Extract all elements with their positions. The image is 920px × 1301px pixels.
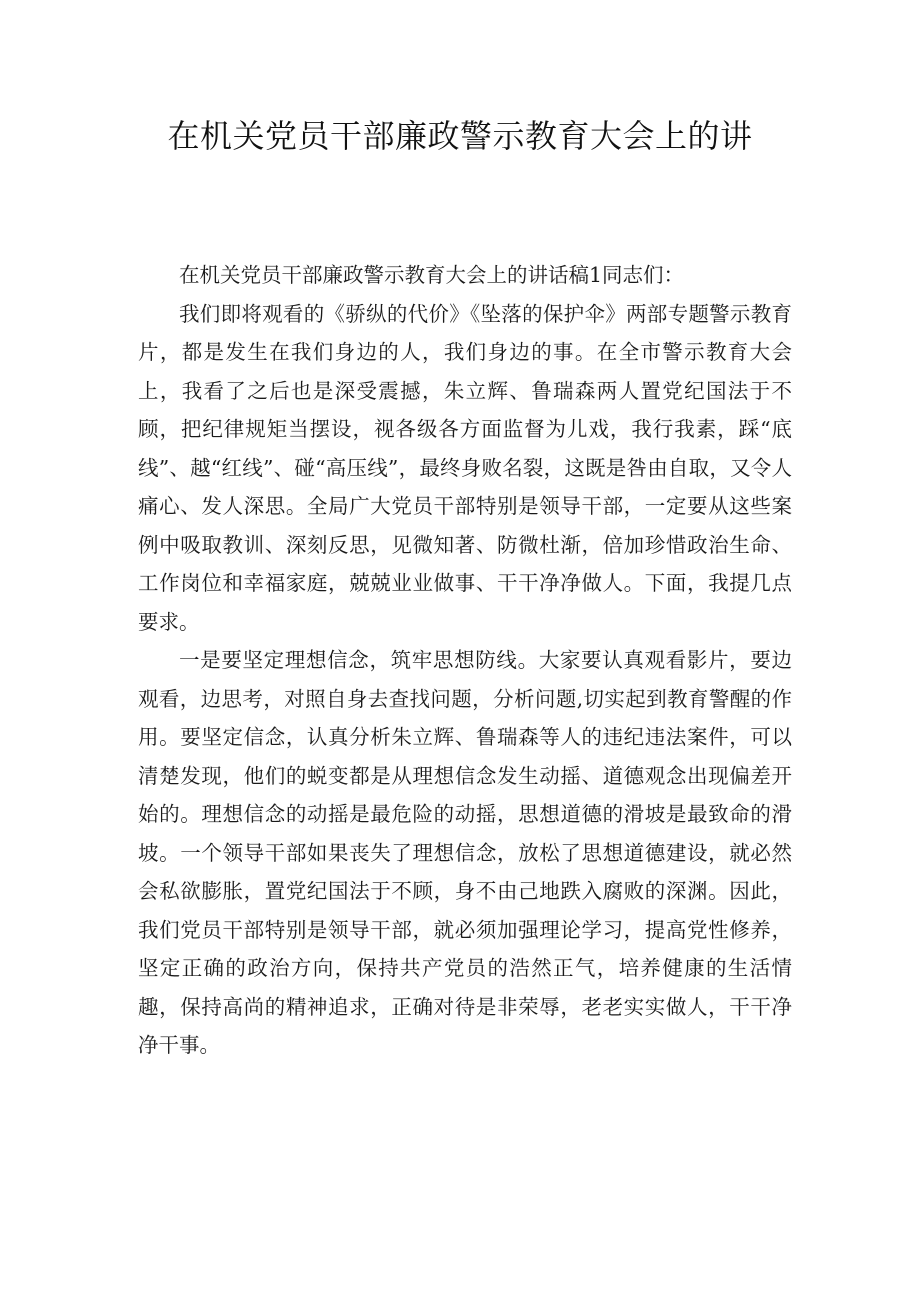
paragraph-ideals-beliefs: 一是要坚定理想信念，筑牢思想防线。大家要认真观看影片，要边观看，边思考，对照自身去查找问题，分析问题,切实起到教育警醒的作用。要坚定信念，认真分析朱立辉、鲁瑞森等人的违纪违法案件，可以清楚发现，他们的蜕变都是从理想信念发生动摇、道德观念出现偏差开始的。理想信念的动摇是最危险的动摇，思想道德的滑坡是最致命的滑坡。一个领导干部如果丧失了理想信念，放松了思想道德建设，就必然会私欲膨胀，置党纪国法于不顾，身不由己地跌入腐败的深渊。因此，我们党员干部特别是领导干部，就必须加强理论学习，提高党性修养，坚定正确的政治方向，保持共产党员的浩然正气，培养健康的生活情趣，保持高尚的精神追求，正确对待是非荣辱，老老实实做人，干干净净干事。 [138,648,792,1057]
document-body [138,256,792,1065]
paragraph-warning-films: 我们即将观看的《骄纵的代价》《坠落的保护伞》两部专题警示教育片，都是发生在我们身边的人，我们身边的事。在全市警示教育大会上，我看了之后也是深受震撼，朱立辉、鲁瑞森两人置党纪国法于不顾，把纪律规矩当摆设，视各级各方面监督为儿戏，我行我素，踩“底线”、越“红线”、碰“高压线”，最终身败名裂，这既是咎由自取，又令人痛心、发人深思。全局广大党员干部特别是领导干部，一定要从这些案例中吸取教训、深刻反思，见微知著、防微杜渐，倍加珍惜政治生命、工作岗位和幸福家庭，兢兢业业做事、干干净净做人。下面，我提几点要求。 [138,301,792,634]
document-title: 在机关党员干部廉政警示教育大会上的讲 [167,117,753,155]
paragraph-intro: 在机关党员干部廉政警示教育大会上的讲话稿1同志们： [179,263,685,287]
